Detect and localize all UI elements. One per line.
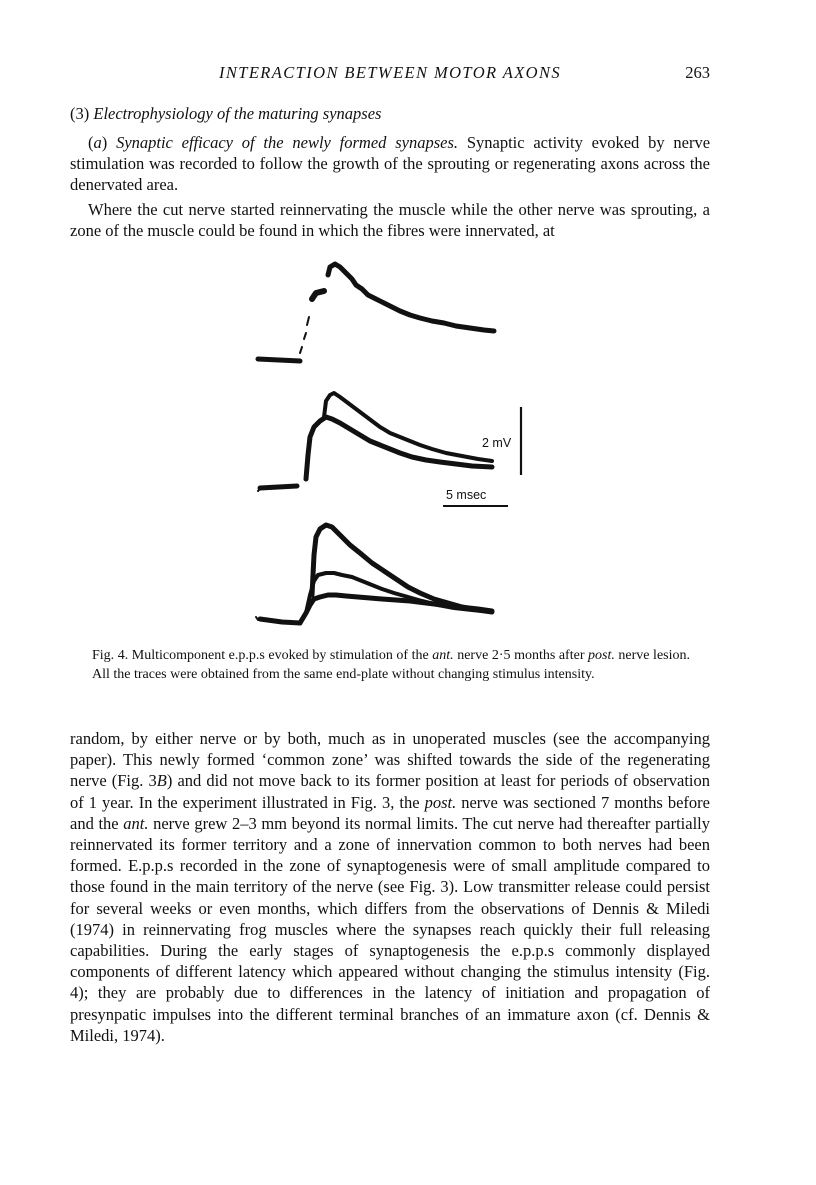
subsection-label-close: ) <box>101 133 108 152</box>
caption-prefix: Fig. 4. Multicomponent e.p.p.s evoked by stimulation of the <box>92 648 433 663</box>
caption-suffix: nerve lesion. All the traces were obtained from the same end-plate without changing stimulus intensity. <box>92 648 690 682</box>
p3-t4: nerve grew 2–3 mm beyond its normal limits. The cut nerve had thereafter partially reinnervated its former territory and a zone of innervation common to both nerves had been formed. E.p.p.s recorded in the zone of synaptogenesis were of small amplitude compared to those found in the main territory of the nerve (see Fig. 3). Low transmitter release could persist for several weeks or even months, which differs from the observations of Dennis & Miledi (1974) in reinnervating frog muscles where the synapses reach quickly their full releasing capabilities. During the early stages of synaptogenesis the e.p.p.s commonly displayed components of different latency which appeared without changing the stimulus intensity (Fig. 4); they are probably due to differences in the latency of initiation and propagation of presynpatic impulses into the different terminal branches of an immature axon (cf. Dennis & Miledi, 1974). <box>70 813 710 1045</box>
trace-1 <box>258 264 494 361</box>
voltage-scale-label: 2 mV <box>482 436 512 450</box>
paragraph-common-zone <box>70 728 710 1046</box>
running-title: INTERACTION BETWEEN MOTOR AXONS <box>218 63 562 82</box>
subsection-heading: Synaptic efficacy of the newly formed synapses. <box>116 133 458 152</box>
trace-2 <box>258 393 492 491</box>
caption-mid: nerve 2·5 months after <box>453 648 589 663</box>
p3-t1-b: B <box>156 771 167 791</box>
paragraph-1-text: Synaptic activity evoked by nerve stimulation was recorded to follow the growth of the sprouting or regenerating axons across the denervated area. <box>70 133 711 195</box>
section-title: Electrophysiology of the maturing synapses <box>93 104 382 123</box>
p3-ant: ant. <box>123 813 149 833</box>
paragraph-synaptic-efficacy <box>70 132 710 196</box>
caption-ant: ant. <box>432 648 454 663</box>
figure-4 <box>240 255 540 640</box>
section-heading <box>70 104 710 124</box>
section-number: (3) <box>70 104 90 123</box>
paragraph-reinnervation <box>70 199 710 241</box>
subsection-label-open: ( <box>88 133 94 152</box>
p3-t1: random, by either nerve or by both, much as in unoperated muscles (see the accompanying paper). This newly formed ‘common zone’ was shifted towards the side of the regenerating nerve (Fig. 3 <box>70 729 710 791</box>
time-scale-label: 5 msec <box>446 488 487 502</box>
paragraph-2-text: Where the cut nerve started reinnervating the muscle while the other nerve was sprouting, a zone of the muscle could be found in which the fibres were innervated, at <box>70 200 710 241</box>
page-number: 263 <box>685 63 710 82</box>
running-head <box>70 63 710 85</box>
trace-3 <box>256 525 492 623</box>
p3-post: post. <box>424 792 457 812</box>
p3-t2: ) and did not move back to its former position at least for periods of observation of 1 year. In the experiment illustrated in Fig. 3, the <box>70 771 710 812</box>
subsection-label-letter: a <box>93 133 102 152</box>
figure-caption <box>92 647 690 684</box>
p3-t3: nerve was sectioned 7 months before and the <box>70 792 710 833</box>
caption-post: post. <box>588 648 615 663</box>
